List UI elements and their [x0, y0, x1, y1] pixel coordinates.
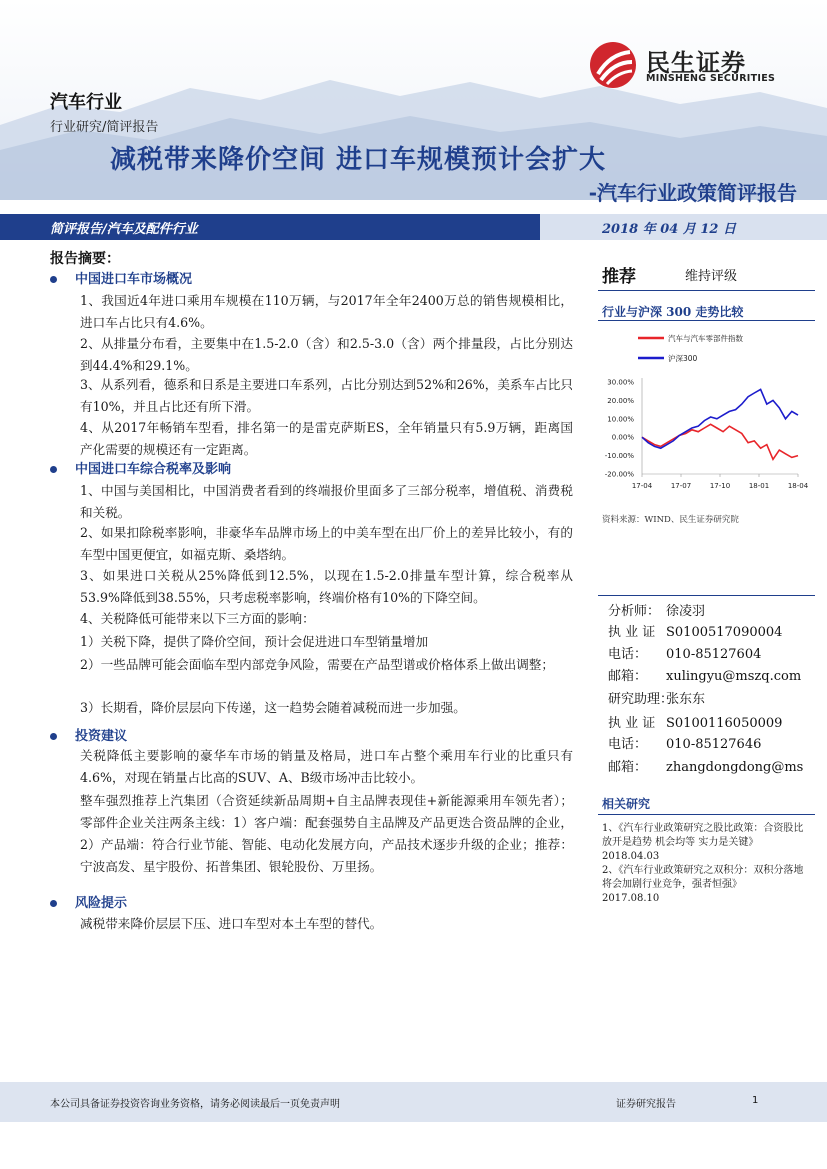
chart-title: 行业与沪深 300 走势比较 [602, 305, 744, 319]
report-type: 行业研究/简评报告 [50, 120, 159, 135]
divider [598, 814, 815, 815]
analyst-label: 邮箱： [608, 760, 648, 775]
x-tick-label: 18-04 [787, 482, 809, 490]
x-tick-label: 17-10 [709, 482, 731, 490]
category-label: 简评报告/汽车及配件行业 [50, 222, 198, 237]
report-title: 减税带来降价空间 进口车规模预计会扩大 [110, 145, 607, 175]
rating-action: 维持评级 [685, 269, 738, 284]
report-subtitle: -汽车行业政策简评报告 [588, 181, 797, 205]
analyst-row [608, 600, 705, 619]
analyst-value: 徐凌羽 [666, 604, 706, 619]
divider [598, 290, 815, 291]
x-tick-label: 18-01 [748, 482, 770, 490]
paragraph: 3、如果进口关税从25%降低到12.5%，以现在1.5-2.0排量车型计算，综合税率从53.9%降低到38.55%，只考虑税率影响，终端价格有10%的下降空间。 [80, 568, 573, 605]
y-tick-label: -10.00% [604, 452, 634, 461]
company-logo [588, 40, 798, 90]
analyst-label: 邮箱： [608, 669, 648, 684]
logo-name-cn: 民生证券 [646, 49, 746, 77]
related-item: 1、《汽车行业政策研究之股比政策：合资股比放开是趋势 机会均等 实力是关键》 2018.04.03 [602, 823, 804, 862]
report-date: 2018 年 04 月 12 日 [602, 222, 736, 237]
logo-name-en: MINSHENG SECURITIES [646, 73, 776, 84]
analyst-value: 张东东 [666, 692, 706, 707]
summary-label: 报告摘要： [50, 251, 120, 267]
x-tick-label: 17-04 [631, 482, 653, 490]
analyst-value: S0100517090004 [666, 625, 783, 640]
series-line [642, 389, 798, 448]
paragraph: 1、我国近4年进口乘用车规模在110万辆，与2017年全年2400万总的销售规模相比，进口车占比只有4.6%。 [80, 293, 573, 330]
paragraph: 关税降低主要影响的豪华车市场的销量及格局，进口车占整个乘用车行业的比重只有4.6%，对现在销量占比高的SUV、A、B级市场冲击比较小。 [80, 748, 573, 785]
footer-disclaimer: 本公司具备证券投资咨询业务资格，请务必阅读最后一页免责声明 [50, 1099, 340, 1110]
paragraph: 3）长期看，降价层层向下传递，这一趋势会随着减税而进一步加强。 [80, 700, 466, 715]
series-line [642, 424, 798, 459]
logo-mark-icon [588, 40, 638, 90]
analyst-label: 执 业 证 [608, 716, 656, 731]
analyst-label: 分析师： [608, 604, 661, 619]
page-number: 1 [752, 1095, 759, 1106]
analyst-row [608, 733, 761, 752]
analyst-value: 010-85127604 [666, 647, 762, 662]
analyst-row [608, 756, 803, 775]
y-tick-label: -20.00% [604, 470, 634, 479]
legend-label: 汽车与汽车零部件指数 [668, 334, 743, 343]
paragraph: 1、中国与美国相比，中国消费者看到的终端报价里面多了三部分税率，增值税、消费税和关税。 [80, 483, 573, 520]
paragraph: 减税带来降价层层下压、进口车型对本土车型的替代。 [80, 916, 383, 931]
category-bar [0, 214, 827, 240]
section-heading: 中国进口车市场概况 [50, 268, 192, 287]
related-item: 2、《汽车行业政策研究之双积分：双积分落地将会加剧行业竞争，强者恒强》 2017.08.10 [602, 865, 804, 904]
analyst-label: 执 业 证 [608, 625, 656, 640]
analyst-value: S0100116050009 [666, 716, 783, 731]
paragraph: 4、关税降低可能带来以下三方面的影响： [80, 611, 315, 626]
section-heading: 风险提示 [50, 892, 127, 911]
divider [598, 320, 815, 321]
bullet-icon [50, 276, 57, 283]
footer-report-kind: 证券研究报告 [616, 1099, 676, 1110]
analyst-label: 电话： [608, 647, 648, 662]
paragraph: 1）关税下降，提供了降价空间，预计会促进进口车型销量增加 [80, 634, 429, 649]
analyst-label: 电话： [608, 737, 648, 752]
rating-recommendation: 推荐 [602, 267, 636, 287]
trend-chart [598, 322, 820, 500]
bullet-icon [50, 733, 57, 740]
y-tick-label: 30.00% [607, 378, 634, 387]
bullet-icon [50, 900, 57, 907]
analyst-row [608, 643, 761, 662]
paragraph: 整车强烈推荐上汽集团（合资延续新品周期+自主品牌表现佳+新能源乘用车领先者）；零部件企业关注两条主线：1）客户端：配套强势自主品牌及产品更迭合资品牌的企业，2）产品端：符合行业节能、智能、电动化发展方向，产品技术逐步升级的企业；推荐：宁波高发、星宇股份、拓普集团、银轮股份、万里扬。 [80, 793, 573, 874]
section-heading: 中国进口车综合税率及影响 [50, 458, 231, 477]
analyst-row [608, 665, 801, 684]
paragraph: 4、从2017年畅销车型看，排名第一的是雷克萨斯ES，全年销量只有5.9万辆，距离国产化需要的规模还有一定距离。 [80, 420, 573, 457]
bullet-icon [50, 466, 57, 473]
y-tick-label: 20.00% [607, 396, 634, 405]
related-research-title: 相关研究 [602, 797, 651, 811]
paragraph: 2）一些品牌可能会面临车型内部竞争风险，需要在产品型谱或价格体系上做出调整； [80, 657, 554, 672]
page-footer [0, 1082, 827, 1122]
analyst-value: zhangdongdong@ms [666, 760, 804, 775]
analyst-value: 010-85127646 [666, 737, 762, 752]
x-tick-label: 17-07 [670, 482, 692, 490]
analyst-value: xulingyu@mszq.com [666, 669, 802, 684]
legend-label: 沪深300 [668, 354, 698, 363]
divider [598, 595, 815, 596]
chart-source: 资料来源：WIND、民生证券研究院 [602, 515, 739, 525]
analyst-row [608, 688, 705, 707]
paragraph: 3、从系列看，德系和日系是主要进口车系列，占比分别达到52%和26%，美系车占比只有10%，并且占比还有所下滑。 [80, 377, 573, 414]
analyst-label: 研究助理： [608, 692, 674, 707]
y-tick-label: 10.00% [607, 415, 634, 424]
analyst-row [608, 712, 782, 731]
paragraph: 2、从排量分布看，主要集中在1.5-2.0（含）和2.5-3.0（含）两个排量段，占比分别达到44.4%和29.1%。 [80, 336, 573, 373]
industry-label: 汽车行业 [50, 92, 122, 113]
analyst-row [608, 621, 782, 640]
section-heading: 投资建议 [50, 725, 127, 744]
paragraph: 2、如果扣除税率影响，非豪华车品牌市场上的中美车型在出厂价上的差异比较小，有的车型中国更便宜，如福克斯、桑塔纳。 [80, 525, 573, 562]
y-tick-label: 0.00% [611, 433, 634, 442]
